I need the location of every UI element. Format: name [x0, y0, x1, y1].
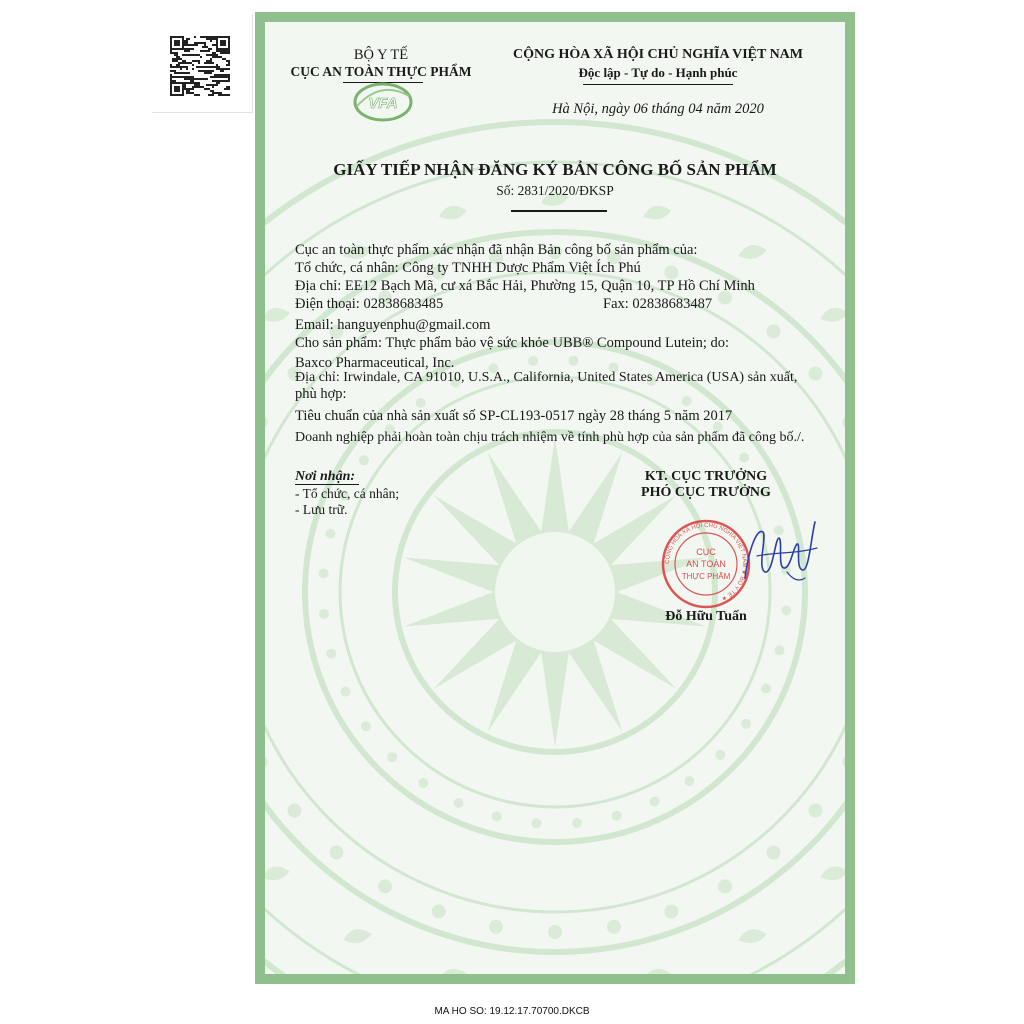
- signer-title-1: KT. CỤC TRƯỞNG: [644, 469, 768, 484]
- title-underline: [511, 210, 607, 212]
- record-code: MA HO SO: 19.12.17.70700.DKCB: [434, 1006, 590, 1017]
- handwritten-signature: [735, 508, 825, 598]
- compliance-line: phù hợp:: [295, 386, 347, 402]
- qr-code-panel: [152, 14, 253, 113]
- recipients-heading: Nơi nhận:: [295, 469, 356, 484]
- recipient-item: - Lưu trữ.: [295, 502, 348, 517]
- national-motto: Độc lập - Tự do - Hạnh phúc: [578, 65, 738, 80]
- certificate-content: [265, 22, 845, 974]
- manufacturer-address-line: Địa chỉ: Irwindale, CA 91010, U.S.A., California, United States America (USA) sản xuất,: [295, 370, 798, 385]
- seal-text-top: CỤC: [696, 547, 716, 557]
- phone-line: Điện thoại: 02838683485: [295, 296, 444, 312]
- seal-ring-text: CỘNG HÒA XÃ HỘI CHỦ NGHĨA VIỆT NAM ★ BỘ Y TẾ ★: [664, 522, 748, 602]
- seal-text-bottom: THỰC PHẨM: [681, 572, 731, 581]
- confirmation-line: Cục an toàn thực phẩm xác nhận đã nhận Bản công bố sản phẩm của:: [295, 242, 698, 258]
- responsibility-line: Doanh nghiệp phải hoàn toàn chịu trách nhiệm về tính phù hợp của sản phẩm đã công bố./.: [295, 430, 805, 445]
- signer-title-2: PHÓ CỤC TRƯỞNG: [641, 485, 771, 500]
- document-number: Số: 2831/2020/ĐKSP: [496, 183, 614, 198]
- manufacturer-line: Baxco Pharmaceutical, Inc.: [295, 355, 455, 371]
- standard-line: Tiêu chuẩn của nhà sản xuất số SP-CL193-0517 ngày 28 tháng 5 năm 2017: [295, 408, 733, 424]
- document-title: GIẤY TIẾP NHẬN ĐĂNG KÝ BẢN CÔNG BỐ SẢN PHẨM: [333, 160, 777, 179]
- organization-line: Tổ chức, cá nhân: Công ty TNHH Dược Phẩm Việt Ích Phú: [295, 260, 641, 276]
- logo-text: VFA: [368, 95, 398, 112]
- fax-line: Fax: 02838683487: [603, 296, 713, 312]
- vfa-logo-icon: [351, 76, 415, 124]
- agency-name: CỤC AN TOÀN THỰC PHẨM: [290, 64, 472, 79]
- issue-date: Hà Nội, ngày 06 tháng 04 năm 2020: [552, 101, 764, 117]
- motto-underline: [583, 84, 733, 85]
- address-line: Địa chỉ: EE12 Bạch Mã, cư xá Bắc Hải, Phường 15, Quận 10, TP Hồ Chí Minh: [295, 278, 755, 294]
- certificate-document: [255, 12, 855, 984]
- recipient-item: - Tổ chức, cá nhân;: [295, 486, 400, 501]
- email-line: Email: hanguyenphu@gmail.com: [295, 317, 491, 333]
- qr-code-icon: [170, 36, 230, 96]
- ministry-name: BỘ Y TẾ: [353, 47, 409, 63]
- signer-name: Đỗ Hữu Tuấn: [665, 609, 747, 624]
- seal-text-mid: AN TOÀN: [686, 559, 726, 569]
- product-line: Cho sản phẩm: Thực phẩm bảo vệ sức khỏe UBB® Compound Lutein; do:: [295, 335, 730, 351]
- republic-name: CỘNG HÒA XÃ HỘI CHỦ NGHĨA VIỆT NAM: [512, 47, 803, 62]
